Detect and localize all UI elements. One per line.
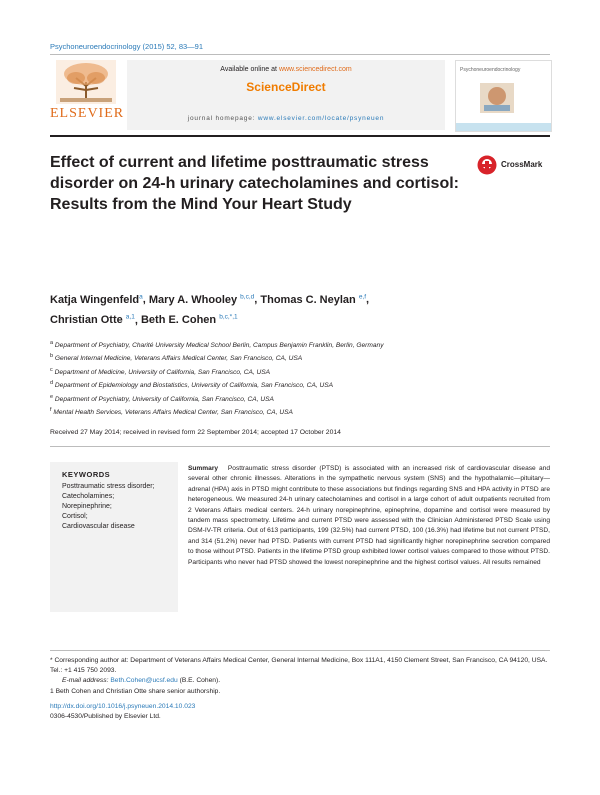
header-divider	[50, 54, 550, 55]
crossmark-label: CrossMark	[501, 160, 543, 169]
author[interactable]: Beth E. Cohen $^{b,c,*,1}$	[140, 313, 238, 327]
author-list: Katja Wingenfeld$^a$, Mary A. Whooley $^{b,c,d}$, Thomas C. Neylan $^{e,f}$, Christian Otte $^{a,1}$, Beth E. Cohen $^{b,c,*,1}$	[50, 293, 370, 327]
doi-block	[50, 702, 550, 722]
keyword-item: Norepinephrine;	[62, 503, 112, 510]
elsevier-tree-icon	[56, 60, 116, 104]
copyright-line: 0306-4530/Published by Elsevier Ltd.	[50, 713, 161, 720]
footnotes	[50, 656, 550, 697]
email-link[interactable]: Beth.Cohen@ucsf.edu	[110, 677, 178, 685]
journal-homepage-link[interactable]: www.elsevier.com/locate/psyneuen	[257, 115, 385, 122]
affiliation-item: $^f$ Mental Health Services, Veterans Affairs Medical Center, San Francisco, CA, USA	[50, 406, 293, 417]
author[interactable]: Thomas C. Neylan $^{e,f}$	[260, 293, 367, 306]
keywords-box	[50, 462, 178, 612]
summary-label: Summary	[188, 465, 219, 472]
cover-strip	[456, 123, 551, 131]
affiliation-item: $^b$ General Internal Medicine, Veterans Affairs Medical Center, San Francisco, CA, USA	[50, 353, 303, 363]
journal-homepage: journal homepage: www.elsevier.com/locate/psyneuen	[187, 115, 385, 122]
abstract-divider	[50, 446, 550, 447]
crossmark-icon	[477, 155, 497, 175]
elsevier-logo	[50, 60, 125, 124]
keywords-list	[62, 482, 155, 532]
keyword-item: Posttraumatic stress disorder;	[62, 483, 155, 490]
journal-cover	[455, 60, 552, 132]
affiliation-item: $^c$ Department of Medicine, University of California, San Francisco, CA, USA	[50, 366, 271, 376]
keyword-item: Cardiovascular disease	[62, 523, 135, 530]
sciencedirect-link[interactable]: www.sciencedirect.com	[278, 66, 352, 73]
article-title: Effect of current and lifetime posttraumatic stress disorder on 24-h urinary catecholamines and cortisol: Results from the Mind Your Heart Study	[50, 154, 459, 213]
cover-image-icon	[478, 81, 516, 115]
elsevier-wordmark: ELSEVIER	[50, 106, 125, 121]
keywords-heading: KEYWORDS	[62, 470, 111, 479]
available-online: Available online at www.sciencedirect.com	[220, 66, 352, 73]
received-dates: Received 27 May 2014; received in revised form 22 September 2014; accepted 17 October 2014	[50, 429, 341, 436]
footnote-divider	[50, 650, 550, 651]
sciencedirect-title: ScienceDirect	[246, 80, 326, 94]
affiliation-item: $^e$ Department of Psychiatry, University of California, San Francisco, CA, USA	[50, 393, 274, 403]
crossmark-badge[interactable]	[477, 155, 555, 177]
author[interactable]: Katja Wingenfeld$^a$	[50, 293, 143, 306]
keyword-item: Cortisol;	[62, 513, 88, 520]
journal-reference: Psychoneuroendocrinology (2015) 52, 83—91	[50, 42, 204, 51]
masthead-rule	[50, 135, 550, 137]
cover-title: Psychoneuroendocrinology	[460, 67, 521, 73]
affiliation-item: $^d$ Department of Epidemiology and Biostatistics, University of California, San Francisco, CA, USA	[50, 380, 334, 390]
author[interactable]: Christian Otte $^{a,1}$	[50, 313, 135, 327]
summary-text: Posttraumatic stress disorder (PTSD) is associated with an increased risk of cardiovascular disease and several other chronic illnesses. Alterations in the sympathetic nervous system (SNS) and the hypothalamic—pituitary—adrenal (HPA) axis in PTSD might contribute to these associations but findings regarding SNS and HPA activity in PTSD are heterogeneous. We measured 24-h urinary catecholamines and cortisol in a large cohort of adult outpatients recruited from 2 Veterans Affairs medical centers. 24-h urinary norepinephrine, epinephrine, dopamine and cortisol were measured by tandem mass spectrometry. Lifetime and current PTSD were assessed with the Clinician Administered PTSD Scale using DSM-IV-TR criteria. Out of 613 participants, 199 (32.5%) had current PTSD, 100 (16.3%) had lifetime but not current PTSD, and 314 (51.2%) never had PTSD. Patients with current PTSD had significantly higher norepinephrine secretion compared to those without PTSD. Patients in the lifetime PTSD group exhibited lower cortisol values compared to those without PTSD. Participants who never had PTSD showed the lowest norepinephrine and the highest cortisol values. All results remained	[188, 465, 550, 566]
abstract-summary	[188, 464, 550, 568]
corresponding-author-note: * Corresponding author at: Department of Veterans Affairs Medical Center, General Internal Medicine, Box 111A1, 4150 Clement Street, San Francisco, CA 94120, USA. Tel.: +1 415 750 2093.	[50, 657, 548, 675]
keyword-item: Catecholamines;	[62, 493, 115, 500]
email-note: E-mail address: Beth.Cohen@ucsf.edu (B.E. Cohen).	[62, 677, 221, 685]
shared-authorship-note: 1 Beth Cohen and Christian Otte share senior authorship.	[50, 687, 221, 695]
author[interactable]: Mary A. Whooley $^{b,c,d}$	[148, 293, 255, 306]
affiliations	[50, 338, 550, 418]
affiliation-item: $^a$ Department of Psychiatry, Charité University Medical School Berlin, Campus Benjamin Franklin, Berlin, Germany	[50, 340, 384, 350]
doi-link[interactable]: http://dx.doi.org/10.1016/j.psyneuen.2014.10.023	[50, 703, 196, 710]
